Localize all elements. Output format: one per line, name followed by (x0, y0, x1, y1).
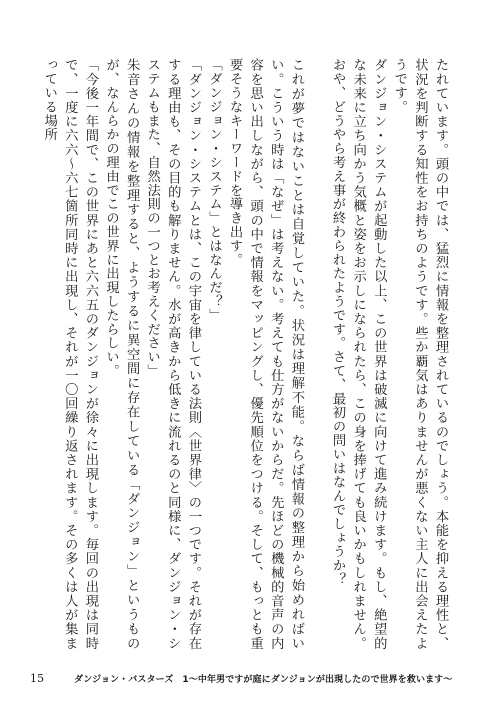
page-footer (30, 672, 470, 688)
paragraph: これが夢ではないことは自覚していた。状況は理解不能。ならば情報の整理から始めればいい。こういう時は「なぜ」は考えない。考えても仕方がないからだ。先ほどの機械的音声の内容を思い出しながら、頭の中で情報をマッピングし、優先順位をつける。そして、もっとも重要そうなキーワードを導き出す。 (227, 58, 304, 650)
paragraph: 朱音さんの情報を整理すると、ようするに異空間に存在している「ダンジョン」というものが、なんらかの理由でこの世界に出現したらしい。 (103, 58, 140, 650)
running-title: ダンジョン・バスターズ 1～中年男ですが庭にダンジョンが出現したので世界を救います～ (74, 675, 453, 685)
vertical-body-text (41, 58, 450, 650)
paragraph: 「ダンジョン・システムとは、この宇宙を律している法則〈世界律〉の一つです。それが存在する理由も、その目的も解りません。水が高きから低きに流れるのと同様に、ダンジョン・システムもまた、自然法則の一つとお考えください」 (144, 58, 201, 650)
blank-line (306, 58, 327, 59)
page-number: 15 (30, 672, 44, 685)
paragraph: 「今後一年間で、この世界にあと六六五のダンジョンが徐々に出現します。毎回の出現は同時で、一度に六六～六七箇所同時に出現し、それが一〇回繰り返されます。その多くは人が集まっている場所 (41, 58, 98, 650)
paragraph: たれています。頭の中では、猛烈に情報を整理されているのでしょう。本能を抑える理性と、状況を判断する知性をお持ちのようです。些か覇気はありませんが悪くない主人に出会えたようです。 (391, 58, 448, 650)
paragraph: 「ダンジョン・システム」とはなんだ？」 (206, 58, 222, 323)
paragraph: ダンジョン・システムが起動した以上、この世界は破滅に向けて進み続けます。もし、絶望的な未来に立ち向かう気概と姿をお示しになられたら、この身を捧げても良いかもしれません。おや、どうやら考え事が終わられたようです。さて、最初の問いはなんでしょうか？ (330, 58, 387, 650)
